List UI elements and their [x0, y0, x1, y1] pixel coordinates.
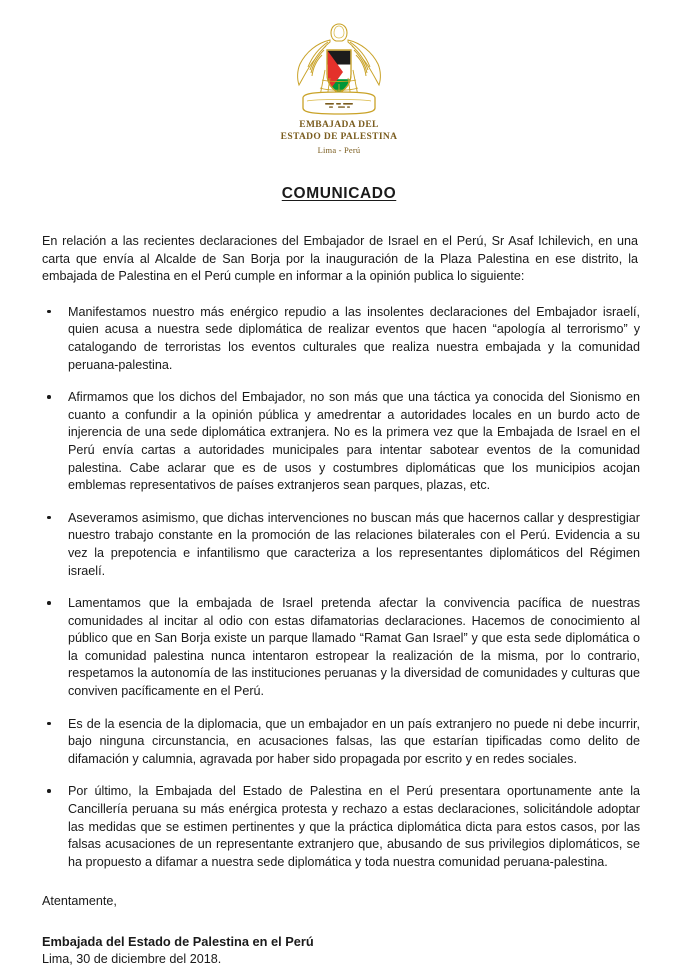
- bullet-point-icon: [47, 395, 51, 399]
- letterhead-caption-city: Lima - Perú: [317, 145, 361, 155]
- list-item: [42, 389, 640, 495]
- signoff-text: Atentamente,: [42, 894, 117, 909]
- document-body: [28, 233, 650, 968]
- list-item: [42, 304, 640, 374]
- bullet-point-icon: [47, 310, 51, 314]
- list-item-text: Por último, la Embajada del Estado de Palestina en el Perú presentara oportunamente ante la Cancillería peruana su más enérgica protesta y rechazo a estas declaraciones, solicitándole adoptar las medidas que se estimen pertinentes y que la práctica diplomática dicta para estos casos, por las falsas acusaciones de un representante extranjero que, abusando de sus privilegios diplomáticos, se ha propuesto a difamar a nuestra sede diplomática y toda nuestra comunidad peruana-palestina.: [68, 784, 640, 869]
- eagle-of-saladin-palestine-emblem-icon: [281, 22, 397, 118]
- list-item-text: Lamentamos que la embajada de Israel pretenda afectar la convivencia pacífica de nuestras comunidades al incitar al odio con estas difamatorias declaraciones. Hacemos de conocimiento al público que en San Borja existe un parque llamado “Ramat Gan Israel” y que esta sede diplomática o la comunidad palestina nunca intentaron estropear la realización de la misma, por lo contrario, respetamos la autonomía de las instituciones peruanas y la diversidad de comunidades y culturas que conviven pacíficamente en el Perú.: [68, 596, 640, 699]
- letterhead-caption-line2: ESTADO DE PALESTINA: [280, 131, 398, 142]
- page-title: COMUNICADO: [281, 185, 397, 202]
- list-item-text: Manifestamos nuestro más enérgico repudio a las insolentes declaraciones del Embajador israelí, quien acusa a nuestra sede diplomática de realizar eventos que hacen “apología al terrorismo” y catalogando de terroristas los eventos culturales que realiza nuestra embajada y la comunidad peruana-palestina.: [68, 304, 640, 372]
- list-item-text: Aseveramos asimismo, que dichas intervenciones no buscan más que hacernos callar y desprestigiar nuestro trabajo constante en la promoción de las relaciones bilaterales con el Perú. Evidencia a su vez la prepotencia e infantilismo que caracteriza a los representantes diplomáticos del Régimen israelí.: [68, 510, 640, 578]
- list-item-text: Afirmamos que los dichos del Embajador, no son más que una táctica ya conocida del Sionismo en cuanto a confundir a la opinión pública y amedrentar a autoridades locales en un burdo acto de injerencia de una sede diplomática extranjera. No es la primera vez que la Embajada de Israel en el Perú envía cartas a autoridades municipales para intentar sabotear eventos de la comunidad palestina. Cabe aclarar que es de usos y costumbres diplomáticas que los municipios acojan emblemas representativos de países extranjeros sean parques, plazas, etc.: [68, 390, 640, 493]
- statement-bullet-list: [28, 304, 650, 872]
- bullet-point-icon: [47, 601, 51, 605]
- bullet-point-icon: [47, 516, 51, 520]
- letterhead-caption: [281, 120, 398, 157]
- letterhead-caption-line1: EMBAJADA DEL: [299, 120, 379, 130]
- signature-block: [42, 933, 638, 968]
- closing-block: [42, 893, 638, 968]
- bullet-point-icon: [47, 789, 51, 793]
- list-item: [42, 716, 640, 769]
- list-item: [42, 595, 640, 701]
- letterhead: [28, 0, 650, 157]
- intro-paragraph: En relación a las recientes declaraciones del Embajador de Israel en el Perú, Sr Asaf Ichilevich, en una carta que envía al Alcalde de San Borja por la inauguración de la Plaza Palestina en ese distrito, la embajada de Palestina en el Perú cumple en informar a la opinión publica lo siguiente:: [42, 234, 638, 284]
- list-item: [42, 783, 640, 871]
- signature-date: Lima, 30 de diciembre del 2018.: [42, 952, 222, 966]
- list-item-text: Es de la esencia de la diplomacia, que un embajador en un país extranjero no puede ni debe incurrir, bajo ninguna circunstancia, en acusaciones falsas, las que estarían tipificadas como delito de difamación y calumnia, agravada por haber sido propagada por escrito y en redes sociales.: [68, 716, 640, 766]
- bullet-point-icon: [47, 722, 51, 726]
- list-item: [42, 510, 640, 580]
- signature-organization: Embajada del Estado de Palestina en el Perú: [42, 934, 314, 949]
